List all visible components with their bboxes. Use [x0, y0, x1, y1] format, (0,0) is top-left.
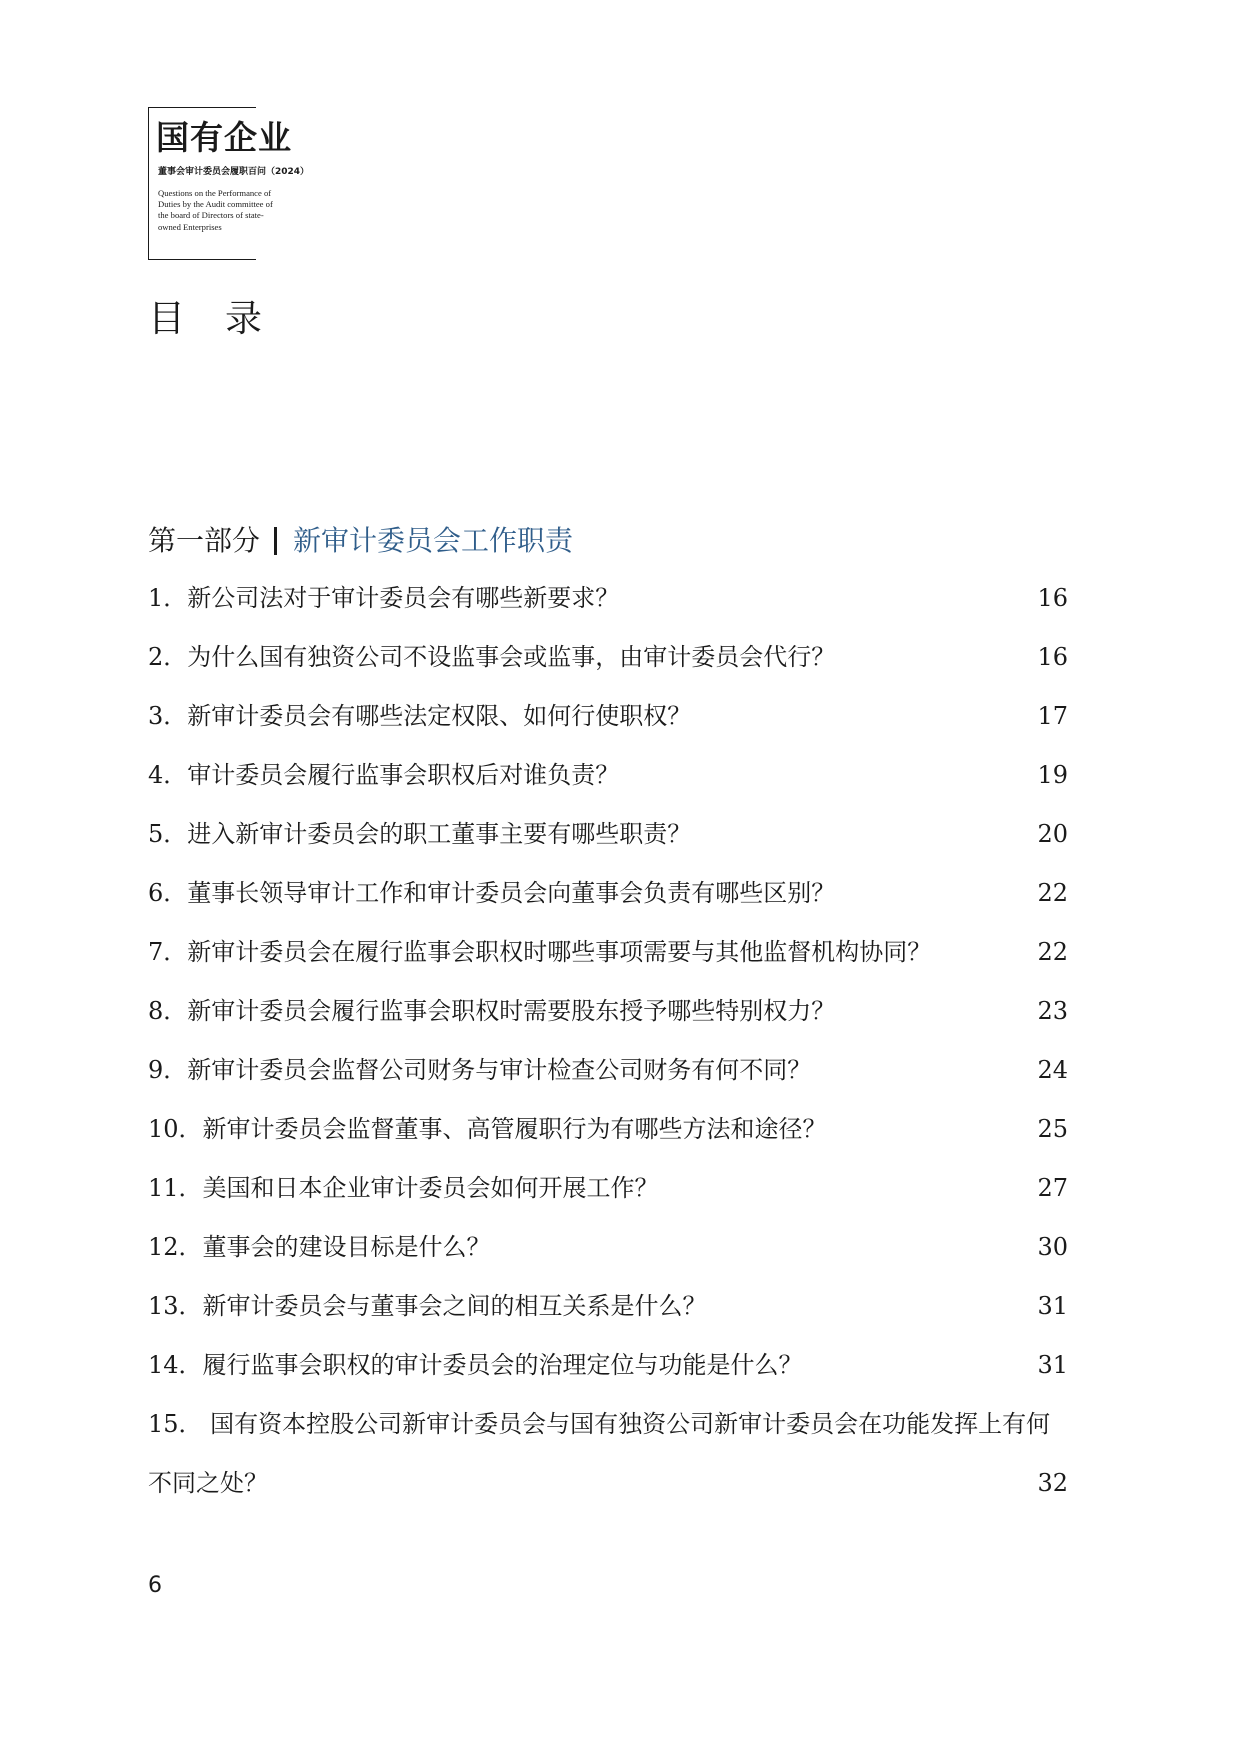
toc-entry[interactable] — [148, 991, 1068, 1031]
toc-entry[interactable] — [148, 873, 1068, 913]
logo-english-line: owned Enterprises — [158, 221, 222, 232]
toc-heading: 目录 — [148, 297, 302, 340]
toc-entry[interactable] — [148, 1227, 1068, 1267]
page-number: 6 — [148, 1573, 162, 1598]
toc-entry[interactable] — [148, 1404, 1068, 1444]
toc-entry[interactable] — [148, 932, 1068, 972]
toc-entry-title: 为什么国有独资公司不设监事会或监事，由审计委员会代行？ — [187, 643, 836, 671]
toc-entry[interactable] — [148, 578, 1068, 618]
toc-entry[interactable] — [148, 1345, 1068, 1385]
toc-entry-title: 新审计委员会监督公司财务与审计检查公司财务有何不同？ — [187, 1056, 812, 1084]
logo-title: 国有企业 — [156, 118, 292, 157]
toc-entry[interactable] — [148, 1286, 1068, 1326]
toc-entry-page: 20 — [1037, 820, 1068, 848]
toc-entry-page: 31 — [1037, 1351, 1068, 1379]
toc-entry-page: 32 — [1037, 1469, 1068, 1497]
toc-entry-title: 新审计委员会履行监事会职权时需要股东授予哪些特别权力？ — [187, 997, 836, 1025]
part-separator — [274, 527, 277, 555]
toc-entry-title: 新审计委员会有哪些法定权限、如何行使职权？ — [187, 702, 692, 730]
toc-entry-page: 31 — [1037, 1292, 1068, 1320]
logo-subtitle: 董事会审计委员会履职百问（2024） — [158, 167, 310, 177]
toc-entry-title: 新审计委员会监督董事、高管履职行为有哪些方法和途径？ — [202, 1115, 827, 1143]
toc-entry-title: 进入新审计委员会的职工董事主要有哪些职责？ — [187, 820, 692, 848]
toc-entry[interactable] — [148, 814, 1068, 854]
toc-entry[interactable] — [148, 1168, 1068, 1208]
toc-entry-number: 11． — [148, 1174, 203, 1202]
toc-entry-number: 12． — [148, 1233, 203, 1261]
toc-entry[interactable] — [148, 637, 1068, 677]
toc-entry[interactable] — [148, 755, 1068, 795]
toc-entry-title: 董事长领导审计工作和审计委员会向董事会负责有哪些区别？ — [187, 879, 836, 907]
toc-entry-page: 23 — [1037, 997, 1068, 1025]
toc-entry-number: 5． — [148, 820, 188, 848]
toc-entry-number: 6． — [148, 879, 188, 907]
toc-entry[interactable] — [148, 1050, 1068, 1090]
toc-entry-number: 1． — [148, 584, 188, 612]
toc-entry-title: 美国和日本企业审计委员会如何开展工作？ — [202, 1174, 659, 1202]
toc-entry-title: 审计委员会履行监事会职权后对谁负责？ — [187, 761, 620, 789]
toc-entry-title: 国有资本控股公司新审计委员会与国有独资公司新审计委员会在功能发挥上有何 — [202, 1410, 1051, 1438]
logo-english-title — [158, 188, 304, 233]
toc-entry-number: 14． — [148, 1351, 203, 1379]
part-title: 新审计委员会工作职责 — [293, 524, 574, 557]
toc-entry[interactable] — [148, 1109, 1068, 1149]
toc-entry-title: 履行监事会职权的审计委员会的治理定位与功能是什么？ — [202, 1351, 803, 1379]
toc-entry-page: 27 — [1037, 1174, 1068, 1202]
toc-entry-title: 不同之处？ — [148, 1469, 268, 1497]
toc-entry[interactable] — [148, 696, 1068, 736]
toc-entry-number: 4． — [148, 761, 188, 789]
logo-english-line: the board of Directors of state- — [158, 210, 264, 221]
toc-entry-title: 新公司法对于审计委员会有哪些新要求？ — [187, 584, 620, 612]
toc-entry-number: 3． — [148, 702, 188, 730]
part-label: 第一部分 — [148, 524, 261, 557]
toc-entry-number: 8． — [148, 997, 188, 1025]
toc-entry-number: 10． — [148, 1115, 203, 1143]
toc-entry-page: 22 — [1037, 938, 1068, 966]
toc-entry-page: 24 — [1037, 1056, 1068, 1084]
toc-entry-continuation[interactable] — [148, 1463, 1068, 1503]
toc-entry-page: 25 — [1037, 1115, 1068, 1143]
toc-entry-number: 9． — [148, 1056, 188, 1084]
toc-entry-page: 19 — [1037, 761, 1068, 789]
toc-entry-title: 新审计委员会与董事会之间的相互关系是什么？ — [202, 1292, 707, 1320]
logo-english-line: Questions on the Performance of — [158, 188, 272, 198]
part-heading — [148, 524, 574, 557]
toc-entry-page: 16 — [1037, 584, 1068, 612]
toc-entry-page: 22 — [1037, 879, 1068, 907]
toc-entry-number: 15． — [148, 1410, 203, 1438]
toc-entry-title: 新审计委员会在履行监事会职权时哪些事项需要与其他监督机构协同？ — [187, 938, 932, 966]
logo-english-line: Duties by the Audit committee of — [158, 199, 273, 210]
toc-entry-page: 30 — [1037, 1233, 1068, 1261]
toc-entry-number: 13． — [148, 1292, 203, 1320]
toc-entry-number: 2． — [148, 643, 188, 671]
toc-entry-page: 17 — [1037, 702, 1068, 730]
toc-entry-number: 7． — [148, 938, 188, 966]
toc-entry-title: 董事会的建设目标是什么？ — [202, 1233, 491, 1261]
toc-entry-page: 16 — [1037, 643, 1068, 671]
